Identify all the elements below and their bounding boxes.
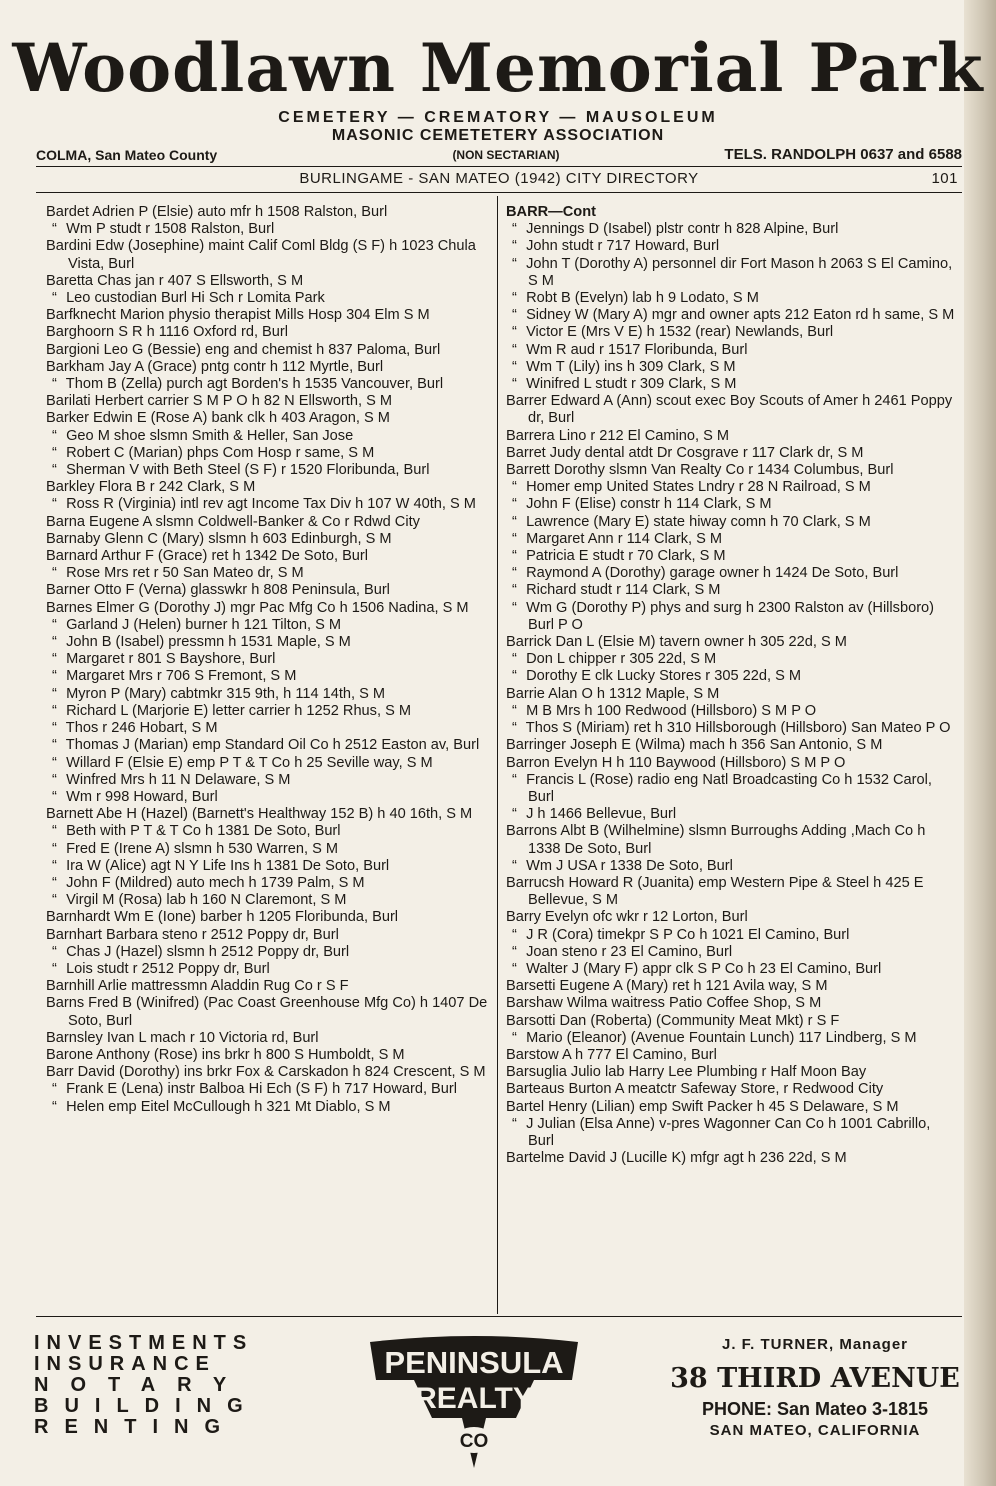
ditto-mark: “ xyxy=(512,702,517,719)
manager-name: J. F. TURNER, Manager xyxy=(721,1336,909,1353)
entry-text: Patricia E studt r 70 Clark, S M xyxy=(526,548,726,565)
entry-text: Lois studt r 2512 Poppy dr, Burl xyxy=(66,960,270,977)
entry-text: Wm T (Lily) ins h 309 Clark, S M xyxy=(526,358,736,375)
entry-text: Dorothy E clk Lucky Stores r 305 22d, S M xyxy=(526,668,802,685)
directory-entry xyxy=(46,703,492,720)
entry-text: Wm G (Dorothy P) phys and surg h 2300 Ralston av (Hillsboro) Burl P O xyxy=(526,599,935,633)
directory-entry xyxy=(506,806,960,823)
entry-text: Barstow A h 777 El Camino, Burl xyxy=(506,1046,717,1063)
directory-entry xyxy=(506,772,960,806)
service-item: INVESTMENTS xyxy=(34,1332,254,1354)
entry-text: Barns Fred B (Winifred) (Pac Coast Greenhouse Mfg Co) h 1407 De Soto, Burl xyxy=(46,995,488,1029)
entry-text: Barkham Jay A (Grace) pntg contr h 112 Myrtle, Burl xyxy=(46,358,384,375)
header-title: Woodlawn Memorial Park xyxy=(12,29,984,107)
ditto-mark: “ xyxy=(52,1098,57,1115)
entry-text: Thos r 246 Hobart, S M xyxy=(65,720,218,737)
directory-entry xyxy=(506,359,960,376)
directory-entry xyxy=(46,273,492,290)
page-binding-edge xyxy=(964,0,996,1486)
entry-text: Sidney W (Mary A) mgr and owner apts 212 Eaton rd h same, S M xyxy=(526,307,955,324)
entry-text: Barrie Alan O h 1312 Maple, S M xyxy=(506,685,720,702)
realty-city: SAN MATEO, CALIFORNIA xyxy=(709,1422,921,1439)
directory-entry xyxy=(506,755,960,772)
directory-entry xyxy=(506,737,960,754)
entry-text: Beth with P T & T Co h 1381 De Soto, Burl xyxy=(66,823,341,840)
header-association: MASONIC CEMETETERY ASSOCIATION xyxy=(331,127,665,144)
entry-text: Richard studt r 114 Clark, S M xyxy=(526,582,721,599)
directory-entry xyxy=(506,514,960,531)
ditto-mark: “ xyxy=(512,771,517,788)
ditto-mark: “ xyxy=(52,874,57,891)
entry-text: Margaret Ann r 114 Clark, S M xyxy=(526,530,723,547)
directory-entry xyxy=(46,393,492,410)
entry-text: Rose Mrs ret r 50 San Mateo dr, S M xyxy=(66,565,304,582)
ditto-mark: “ xyxy=(512,221,517,238)
directory-entry xyxy=(506,1116,960,1150)
entry-text: Margaret r 801 S Bayshore, Burl xyxy=(66,651,276,668)
directory-entry xyxy=(46,944,492,961)
directory-entry xyxy=(506,221,960,238)
directory-entry xyxy=(506,1047,960,1064)
directory-entry xyxy=(46,772,492,789)
directory-entry xyxy=(506,290,960,307)
entry-text: Wm P studt r 1508 Ralston, Burl xyxy=(66,221,275,238)
directory-entry xyxy=(506,1081,960,1098)
ditto-mark: “ xyxy=(512,857,517,874)
ditto-mark: “ xyxy=(512,255,517,272)
column-divider xyxy=(497,196,498,1314)
ditto-mark: “ xyxy=(512,651,517,668)
page-number: 101 xyxy=(931,170,958,187)
directory-entry xyxy=(46,668,492,685)
directory-entry xyxy=(506,256,960,290)
service-item: NOTARY xyxy=(34,1374,249,1396)
directory-entry xyxy=(46,978,492,995)
ditto-mark: “ xyxy=(512,720,517,737)
entry-text: Barrett Dorothy slsmn Van Realty Co r 1434 Columbus, Burl xyxy=(506,462,894,479)
entry-text: Mario (Eleanor) (Avenue Fountain Lunch) 117 Lindberg, S M xyxy=(526,1029,917,1046)
directory-entry xyxy=(506,496,960,513)
footer-rule xyxy=(36,1316,962,1317)
directory-entry xyxy=(46,789,492,806)
entry-text: Barsotti Dan (Roberta) (Community Meat Mkt) r S F xyxy=(506,1012,840,1029)
ditto-mark: “ xyxy=(52,943,57,960)
directory-entry xyxy=(506,909,960,926)
directory-entry xyxy=(46,496,492,513)
entry-text: Barnard Arthur F (Grace) ret h 1342 De Soto, Burl xyxy=(46,548,369,565)
entry-text: Bardini Edw (Josephine) maint Calif Coml Bldg (S F) h 1023 Chula Vista, Burl xyxy=(46,238,476,272)
directory-entry xyxy=(506,548,960,565)
entry-text: Barrera Lino r 212 El Camino, S M xyxy=(506,427,730,444)
entry-text: John B (Isabel) pressmn h 1531 Maple, S M xyxy=(66,634,351,651)
directory-entry xyxy=(506,823,960,857)
ditto-mark: “ xyxy=(52,857,57,874)
directory-entry xyxy=(46,892,492,909)
directory-entry xyxy=(46,359,492,376)
ditto-mark: “ xyxy=(52,720,57,737)
entry-text: Barnes Elmer G (Dorothy J) mgr Pac Mfg Co h 1506 Nadina, S M xyxy=(46,599,469,616)
ditto-mark: “ xyxy=(512,806,517,823)
directory-entry xyxy=(46,342,492,359)
directory-entry xyxy=(46,307,492,324)
directory-entry xyxy=(46,376,492,393)
ditto-mark: “ xyxy=(512,496,517,513)
ditto-mark: “ xyxy=(512,943,517,960)
entry-text: Leo custodian Burl Hi Sch r Lomita Park xyxy=(66,290,325,307)
ditto-mark: “ xyxy=(512,341,517,358)
entry-text: Barna Eugene A slsmn Coldwell-Banker & Co r Rdwd City xyxy=(46,513,420,530)
directory-entry xyxy=(506,342,960,359)
ditto-mark: “ xyxy=(512,307,517,324)
ditto-mark: “ xyxy=(52,892,57,909)
directory-entry xyxy=(506,1064,960,1081)
logo-line-1: PENINSULA xyxy=(384,1345,564,1380)
entry-text: John F (Mildred) auto mech h 1739 Palm, S M xyxy=(66,874,365,891)
logo-line-3: CO xyxy=(459,1431,489,1452)
entry-text: Barringer Joseph E (Wilma) mach h 356 San Antonio, S M xyxy=(506,737,883,754)
entry-text: Don L chipper r 305 22d, S M xyxy=(526,651,717,668)
service-item: BUILDING xyxy=(34,1395,259,1417)
directory-entry xyxy=(506,651,960,668)
directory-entry xyxy=(46,686,492,703)
directory-entry xyxy=(506,445,960,462)
directory-entry xyxy=(46,995,492,1029)
entry-text: Barnsley Ivan L mach r 10 Victoria rd, Burl xyxy=(46,1029,319,1046)
directory-entry xyxy=(506,582,960,599)
entry-text: Chas J (Hazel) slsmn h 2512 Poppy dr, Burl xyxy=(66,943,350,960)
directory-entry xyxy=(506,686,960,703)
entry-text: Frank E (Lena) instr Balboa Hi Ech (S F) h 717 Howard, Burl xyxy=(66,1081,458,1098)
entry-text: Joan steno r 23 El Camino, Burl xyxy=(526,943,733,960)
entry-text: Bartel Henry (Lilian) emp Swift Packer h 45 S Delaware, S M xyxy=(506,1098,899,1115)
directory-entry xyxy=(46,617,492,634)
entry-text: Barr David (Dorothy) ins brkr Fox & Carskadon h 824 Crescent, S M xyxy=(46,1064,486,1081)
entry-text: Fred E (Irene A) slsmn h 530 Warren, S M xyxy=(66,840,339,857)
ditto-mark: “ xyxy=(512,960,517,977)
entry-text: Margaret Mrs r 706 S Fremont, S M xyxy=(66,668,297,685)
entry-text: Wm J USA r 1338 De Soto, Burl xyxy=(526,857,733,874)
directory-entry xyxy=(506,875,960,909)
directory-entry xyxy=(506,565,960,582)
ditto-mark: “ xyxy=(52,771,57,788)
entry-text: Barfknecht Marion physio therapist Mills Hosp 304 Elm S M xyxy=(46,307,430,324)
header-rule-bottom xyxy=(36,192,962,193)
ditto-mark: “ xyxy=(52,221,57,238)
entry-text: Barrer Edward A (Ann) scout exec Boy Scouts of Amer h 2461 Poppy dr, Burl xyxy=(506,393,953,427)
entry-text: Barrick Dan L (Elsie M) tavern owner h 305 22d, S M xyxy=(506,634,847,651)
directory-entry xyxy=(506,978,960,995)
entry-text: Wm R aud r 1517 Floribunda, Burl xyxy=(526,341,748,358)
ditto-mark: “ xyxy=(512,1029,517,1046)
directory-entry xyxy=(506,238,960,255)
directory-entry xyxy=(46,548,492,565)
ditto-mark: “ xyxy=(52,444,57,461)
directory-entry xyxy=(46,651,492,668)
ditto-mark: “ xyxy=(52,823,57,840)
entry-text: Thomas J (Marian) emp Standard Oil Co h 2512 Easton av, Burl xyxy=(65,737,480,754)
entry-text: Barner Otto F (Verna) glasswkr h 808 Peninsula, Burl xyxy=(46,582,390,599)
directory-entry xyxy=(506,479,960,496)
directory-entry xyxy=(506,531,960,548)
entry-text: Bargioni Leo G (Bessie) eng and chemist h 837 Paloma, Burl xyxy=(46,341,441,358)
entry-text: Wm r 998 Howard, Burl xyxy=(66,788,218,805)
entry-text: J Julian (Elsa Anne) v-pres Wagonner Can Co h 1001 Cabrillo, Burl xyxy=(526,1115,931,1149)
directory-entry xyxy=(46,755,492,772)
ditto-mark: “ xyxy=(512,238,517,255)
ditto-mark: “ xyxy=(512,1115,517,1132)
entry-text: Barry Evelyn ofc wkr r 12 Lorton, Burl xyxy=(506,909,748,926)
entry-text: John T (Dorothy A) personnel dir Fort Mason h 2063 S El Camino, S M xyxy=(526,255,953,289)
header-location: COLMA, San Mateo County xyxy=(36,147,218,163)
ditto-mark: “ xyxy=(52,960,57,977)
directory-entry xyxy=(506,634,960,651)
ditto-mark: “ xyxy=(512,324,517,341)
directory-entry xyxy=(46,1081,492,1098)
directory-entry xyxy=(506,393,960,427)
entry-text: Winifred L studt r 309 Clark, S M xyxy=(526,376,737,393)
entry-text: Barret Judy dental atdt Dr Cosgrave r 117 Clark dr, S M xyxy=(506,444,864,461)
entry-text: J R (Cora) timekpr S P Co h 1021 El Camino, Burl xyxy=(526,926,850,943)
entry-text: Barsetti Eugene A (Mary) ret h 121 Avila way, S M xyxy=(506,978,828,995)
directory-entry xyxy=(46,290,492,307)
directory-title-row xyxy=(36,168,962,190)
directory-entry xyxy=(506,428,960,445)
entry-text: Barnett Abe H (Hazel) (Barnett's Healthway 152 B) h 40 16th, S M xyxy=(46,806,473,823)
directory-entry xyxy=(506,720,960,737)
entry-text: Barsuglia Julio lab Harry Lee Plumbing r Half Moon Bay xyxy=(506,1064,867,1081)
entry-text: Barkley Flora B r 242 Clark, S M xyxy=(46,479,256,496)
entry-text: Barrons Albt B (Wilhelmine) slsmn Burroughs Adding ,Mach Co h 1338 De Soto, Burl xyxy=(506,823,926,857)
entry-text: Bartelme David J (Lucille K) mfgr agt h 236 22d, S M xyxy=(506,1150,847,1167)
directory-entry xyxy=(46,514,492,531)
realty-phone: PHONE: San Mateo 3-1815 xyxy=(701,1399,929,1419)
header-subtitle: CEMETERY — CREMATORY — MAUSOLEUM xyxy=(278,109,718,126)
entry-text: Baretta Chas jan r 407 S Ellsworth, S M xyxy=(46,272,304,289)
ditto-mark: “ xyxy=(52,702,57,719)
directory-entry xyxy=(506,462,960,479)
entry-text: Walter J (Mary F) appr clk S P Co h 23 El Camino, Burl xyxy=(526,960,882,977)
entry-text: Sherman V with Beth Steel (S F) r 1520 Floribunda, Burl xyxy=(66,462,430,479)
entry-text: Barron Evelyn H h 110 Baywood (Hillsboro) S M P O xyxy=(506,754,846,771)
directory-entry xyxy=(506,600,960,634)
entry-text: Thos S (Miriam) ret h 310 Hillsborough (Hillsboro) San Mateo P O xyxy=(525,720,951,737)
directory-entry xyxy=(46,1099,492,1116)
directory-entry xyxy=(46,720,492,737)
entry-text: John studt r 717 Howard, Burl xyxy=(526,238,720,255)
entry-text: Winfred Mrs h 11 N Delaware, S M xyxy=(66,771,291,788)
ditto-mark: “ xyxy=(52,737,57,754)
directory-entry xyxy=(46,909,492,926)
directory-entry xyxy=(506,1099,960,1116)
ditto-mark: “ xyxy=(512,926,517,943)
entry-text: Garland J (Helen) burner h 121 Tilton, S M xyxy=(66,616,342,633)
entry-text: Barnaby Glenn C (Mary) slsmn h 603 Edinburgh, S M xyxy=(46,530,392,547)
directory-entry xyxy=(46,634,492,651)
entry-text: Barilati Herbert carrier S M P O h 82 N Ellsworth, S M xyxy=(46,393,393,410)
ditto-mark: “ xyxy=(52,754,57,771)
directory-entry xyxy=(506,324,960,341)
directory-entry xyxy=(46,531,492,548)
directory-entry xyxy=(46,238,492,272)
ditto-mark: “ xyxy=(512,358,517,375)
directory-entry xyxy=(46,1047,492,1064)
ditto-mark: “ xyxy=(52,840,57,857)
directory-entry xyxy=(46,737,492,754)
directory-entry xyxy=(506,1013,960,1030)
ditto-mark: “ xyxy=(52,427,57,444)
directory-entry xyxy=(506,927,960,944)
directory-entry xyxy=(46,1030,492,1047)
entry-text: Barshaw Wilma waitress Patio Coffee Shop, S M xyxy=(506,995,822,1012)
directory-entry xyxy=(46,600,492,617)
directory-entry xyxy=(506,944,960,961)
entry-text: Barker Edwin E (Rose A) bank clk h 403 Aragon, S M xyxy=(46,410,390,427)
ditto-mark: “ xyxy=(512,376,517,393)
entry-text: Barnhart Barbara steno r 2512 Poppy dr, Burl xyxy=(46,926,339,943)
ditto-mark: “ xyxy=(52,376,57,393)
entry-text: Robert C (Marian) phps Com Hosp r same, S M xyxy=(66,444,375,461)
entry-text: Raymond A (Dorothy) garage owner h 1424 De Soto, Burl xyxy=(526,565,899,582)
entry-text: Myron P (Mary) cabtmkr 315 9th, h 114 14th, S M xyxy=(66,685,386,702)
realty-contact xyxy=(660,1333,970,1441)
ditto-mark: “ xyxy=(52,788,57,805)
header-phones: TELS. RANDOLPH 0637 and 6588 xyxy=(724,146,962,163)
entry-text: Bardet Adrien P (Elsie) auto mfr h 1508 Ralston, Burl xyxy=(46,204,388,220)
ditto-mark: “ xyxy=(52,1081,57,1098)
directory-entry xyxy=(46,204,492,221)
ditto-mark: “ xyxy=(52,496,57,513)
directory-entry xyxy=(46,582,492,599)
section-heading xyxy=(506,204,960,221)
entry-text: Barteaus Burton A meatctr Safeway Store, r Redwood City xyxy=(506,1081,884,1098)
entry-text: M B Mrs h 100 Redwood (Hillsboro) S M P O xyxy=(526,702,817,719)
directory-title: BURLINGAME - SAN MATEO (1942) CITY DIRECTORY xyxy=(299,170,699,187)
entry-text: Barrucsh Howard R (Juanita) emp Western Pipe & Steel h 425 E Bellevue, S M xyxy=(506,874,924,909)
directory-entry xyxy=(46,806,492,823)
peninsula-realty-logo xyxy=(366,1336,582,1472)
ditto-mark: “ xyxy=(512,548,517,565)
entry-text: Barghoorn S R h 1116 Oxford rd, Burl xyxy=(46,324,289,341)
directory-entry xyxy=(506,668,960,685)
entry-text: Robt B (Evelyn) lab h 9 Lodato, S M xyxy=(526,290,759,307)
directory-entry xyxy=(46,875,492,892)
ditto-mark: “ xyxy=(512,290,517,307)
directory-entry xyxy=(46,961,492,978)
ditto-mark: “ xyxy=(52,651,57,668)
entry-text: Francis L (Rose) radio eng Natl Broadcasting Co h 1532 Carol, Burl xyxy=(526,771,932,805)
ditto-mark: “ xyxy=(52,685,57,702)
ditto-mark: “ xyxy=(512,479,517,496)
ditto-mark: “ xyxy=(512,513,517,530)
entry-text: Virgil M (Rosa) lab h 160 N Claremont, S M xyxy=(66,892,347,909)
directory-entry xyxy=(506,858,960,875)
entry-text: Victor E (Mrs V E) h 1532 (rear) Newlands, Burl xyxy=(526,324,834,341)
entry-text: Geo M shoe slsmn Smith & Heller, San Jose xyxy=(66,427,354,444)
directory-entry xyxy=(46,324,492,341)
directory-entry xyxy=(46,410,492,427)
entry-text: Ross R (Virginia) intl rev agt Income Tax Div h 107 W 40th, S M xyxy=(66,496,476,513)
entry-text: Barnhardt Wm E (Ione) barber h 1205 Floribunda, Burl xyxy=(46,909,399,926)
ditto-mark: “ xyxy=(512,565,517,582)
directory-entry xyxy=(46,858,492,875)
directory-entry xyxy=(46,462,492,479)
directory-entry xyxy=(46,565,492,582)
directory-entry xyxy=(506,1030,960,1047)
entry-text: Thom B (Zella) purch agt Borden's h 1535 Vancouver, Burl xyxy=(65,376,444,393)
logo-emblem xyxy=(366,1336,582,1472)
entry-text: BARR—Cont xyxy=(506,204,596,220)
header-rule-top xyxy=(36,166,962,167)
left-column xyxy=(46,204,492,1116)
directory-entry xyxy=(46,823,492,840)
header-non-sectarian: (NON SECTARIAN) xyxy=(452,148,560,162)
service-item: INSURANCE xyxy=(34,1353,216,1375)
ditto-mark: “ xyxy=(512,599,517,616)
entry-text: Barone Anthony (Rose) ins brkr h 800 S Humboldt, S M xyxy=(46,1046,405,1063)
directory-entry xyxy=(46,428,492,445)
ditto-mark: “ xyxy=(512,530,517,547)
services-list xyxy=(34,1332,259,1438)
entry-text: Jennings D (Isabel) plstr contr h 828 Alpine, Burl xyxy=(526,221,839,238)
directory-entry xyxy=(46,445,492,462)
ditto-mark: “ xyxy=(52,462,57,479)
directory-entry xyxy=(506,307,960,324)
directory-entry xyxy=(506,703,960,720)
ditto-mark: “ xyxy=(52,290,57,307)
directory-entry xyxy=(506,961,960,978)
ditto-mark: “ xyxy=(52,668,57,685)
logo-line-2: REALTY xyxy=(415,1382,533,1415)
entry-text: Lawrence (Mary E) state hiway comn h 70 Clark, S M xyxy=(526,513,871,530)
entry-text: Barnhill Arlie mattressmn Aladdin Rug Co r S F xyxy=(46,978,349,995)
directory-entry xyxy=(506,1150,960,1167)
directory-entry xyxy=(46,927,492,944)
ditto-mark: “ xyxy=(52,616,57,633)
ditto-mark: “ xyxy=(52,634,57,651)
directory-entry xyxy=(46,841,492,858)
entry-text: Homer emp United States Lndry r 28 N Railroad, S M xyxy=(526,479,871,496)
directory-entry xyxy=(46,221,492,238)
entry-text: Helen emp Eitel McCullough h 321 Mt Diablo, S M xyxy=(66,1098,391,1115)
entry-text: John F (Elise) constr h 114 Clark, S M xyxy=(526,496,772,513)
entry-text: Ira W (Alice) agt N Y Life Ins h 1381 De Soto, Burl xyxy=(66,857,390,874)
ditto-mark: “ xyxy=(512,668,517,685)
header-info-row xyxy=(36,145,962,165)
entry-text: Willard F (Elsie E) emp P T & T Co h 25 Seville way, S M xyxy=(66,754,433,771)
service-item: RENTING xyxy=(34,1416,236,1438)
directory-entry xyxy=(46,479,492,496)
right-column xyxy=(506,204,960,1167)
directory-entry xyxy=(506,376,960,393)
entry-text: Richard L (Marjorie E) letter carrier h 1252 Rhus, S M xyxy=(66,702,412,719)
ditto-mark: “ xyxy=(512,582,517,599)
directory-entry xyxy=(506,995,960,1012)
directory-entry xyxy=(46,1064,492,1081)
entry-text: J h 1466 Bellevue, Burl xyxy=(526,806,677,823)
ditto-mark: “ xyxy=(52,565,57,582)
realty-address: 38 THIRD AVENUE xyxy=(670,1363,960,1394)
